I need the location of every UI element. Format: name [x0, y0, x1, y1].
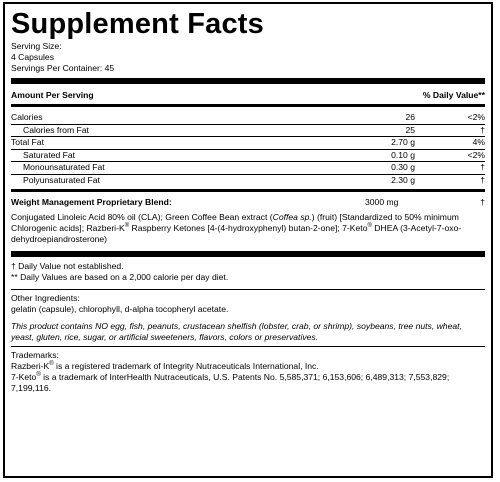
nutrient-row-monounsaturated-fat	[11, 162, 485, 175]
footnote-dagger: † Daily Value not established.	[11, 261, 124, 271]
nutrient-row-calories	[11, 112, 485, 125]
divider-medium	[11, 104, 485, 107]
nutrient-name: Saturated Fat	[23, 149, 76, 160]
nutrient-name: Calories	[11, 112, 43, 122]
nutrient-row-total-fat	[11, 137, 485, 150]
blend-description	[11, 212, 485, 245]
nutrient-amount: 26	[405, 112, 415, 122]
proprietary-blend-row	[11, 196, 485, 208]
nutrient-name: Total Fat	[11, 137, 44, 147]
nutrient-dv: †	[480, 162, 485, 172]
footnote-daily-values: ** Daily Values are based on a 2,000 calorie per day diet.	[11, 272, 229, 282]
blend-name: Weight Management Proprietary Blend:	[11, 197, 172, 207]
nutrient-dv: <2%	[467, 112, 485, 122]
nutrient-amount: 0.10 g	[391, 149, 415, 160]
nutrient-dv: <2%	[467, 149, 485, 160]
serving-size-label: Serving Size:	[11, 41, 62, 51]
nutrient-amount: 0.30 g	[391, 162, 415, 172]
trademark-name: Razberi-K	[11, 361, 50, 371]
trademark-razberi	[11, 361, 485, 372]
nutrient-amount: 25	[405, 124, 415, 135]
serving-size-value: 4 Capsules	[11, 52, 54, 62]
divider-thin	[11, 289, 485, 290]
amount-per-serving-header: Amount Per Serving	[11, 90, 94, 100]
blend-desc-part: Raspberry Ketones [4-(4-hydroxyphenyl) butan-2-one]; 7-Keto	[129, 223, 368, 233]
supplement-facts-panel	[3, 2, 493, 478]
column-header	[11, 86, 485, 103]
divider-thick	[11, 78, 485, 84]
nutrient-dv: †	[480, 124, 485, 135]
nutrient-name: Calories from Fat	[23, 124, 89, 135]
divider-medium	[11, 189, 485, 192]
trademark-7keto	[11, 372, 485, 394]
nutrient-name: Monounsaturated Fat	[23, 162, 105, 172]
nutrient-row-saturated-fat	[11, 150, 485, 163]
blend-dv: †	[480, 197, 485, 207]
other-ingredients-label: Other Ingredients:	[11, 293, 80, 303]
blend-desc-part: ) (fruit) [Standardized to 50% minimum Chlorogenic acids]; Razberi-K	[11, 212, 459, 233]
nutrient-amount: 2.70 g	[391, 137, 415, 147]
blend-desc-species: Coffea sp.	[272, 212, 312, 222]
registered-mark: ®	[367, 223, 372, 230]
allergen-statement: This product contains NO egg, fish, peanuts, crustacean shelfish (lobster, crab, or shrimp), soybeans, tree nuts, wheat, yeast, gluten, rice, sugar, or artificial sweeteners, flavors, colors or preservatives.	[11, 321, 462, 342]
other-ingredients-value: gelatin (capsule), chlorophyll, d-alpha tocopheryl acetate.	[11, 304, 229, 314]
servings-per-container: Servings Per Container: 45	[11, 63, 115, 73]
trademark-text: is a trademark of InterHealth Nutraceuticals, U.S. Patents No. 5,585,371; 6,153,606; 6,489,313; 7,553,829; 7,199,116.	[11, 372, 450, 393]
nutrient-dv: †	[480, 174, 485, 185]
blend-amount: 3000 mg	[365, 197, 399, 207]
divider-thick	[11, 251, 485, 257]
daily-value-header: % Daily Value**	[422, 90, 485, 100]
trademarks-label: Trademarks:	[11, 350, 59, 360]
trademark-name: 7-Keto	[11, 372, 37, 382]
nutrient-row-calories-from-fat	[11, 125, 485, 138]
blend-desc-part: Conjugated Linoleic Acid 80% oil (CLA); Green Coffee Bean extract (	[11, 212, 273, 222]
blend-desc-part: DHEA (3-Acetyl-7-oxo-dehydroepiandrosterone)	[11, 223, 462, 244]
registered-mark: ®	[49, 361, 54, 368]
panel-title: Supplement Facts	[11, 8, 264, 40]
nutrient-row-polyunsaturated-fat	[11, 175, 485, 187]
nutrient-amount: 2.30 g	[391, 174, 415, 185]
registered-mark: ®	[124, 223, 130, 230]
divider-thin	[11, 346, 485, 347]
registered-mark: ®	[36, 372, 41, 379]
trademark-text: is a registered trademark of Integrity Nutraceuticals International, Inc.	[53, 361, 319, 371]
nutrient-name: Polyunsaturated Fat	[23, 174, 100, 185]
nutrient-dv: 4%	[472, 137, 485, 147]
